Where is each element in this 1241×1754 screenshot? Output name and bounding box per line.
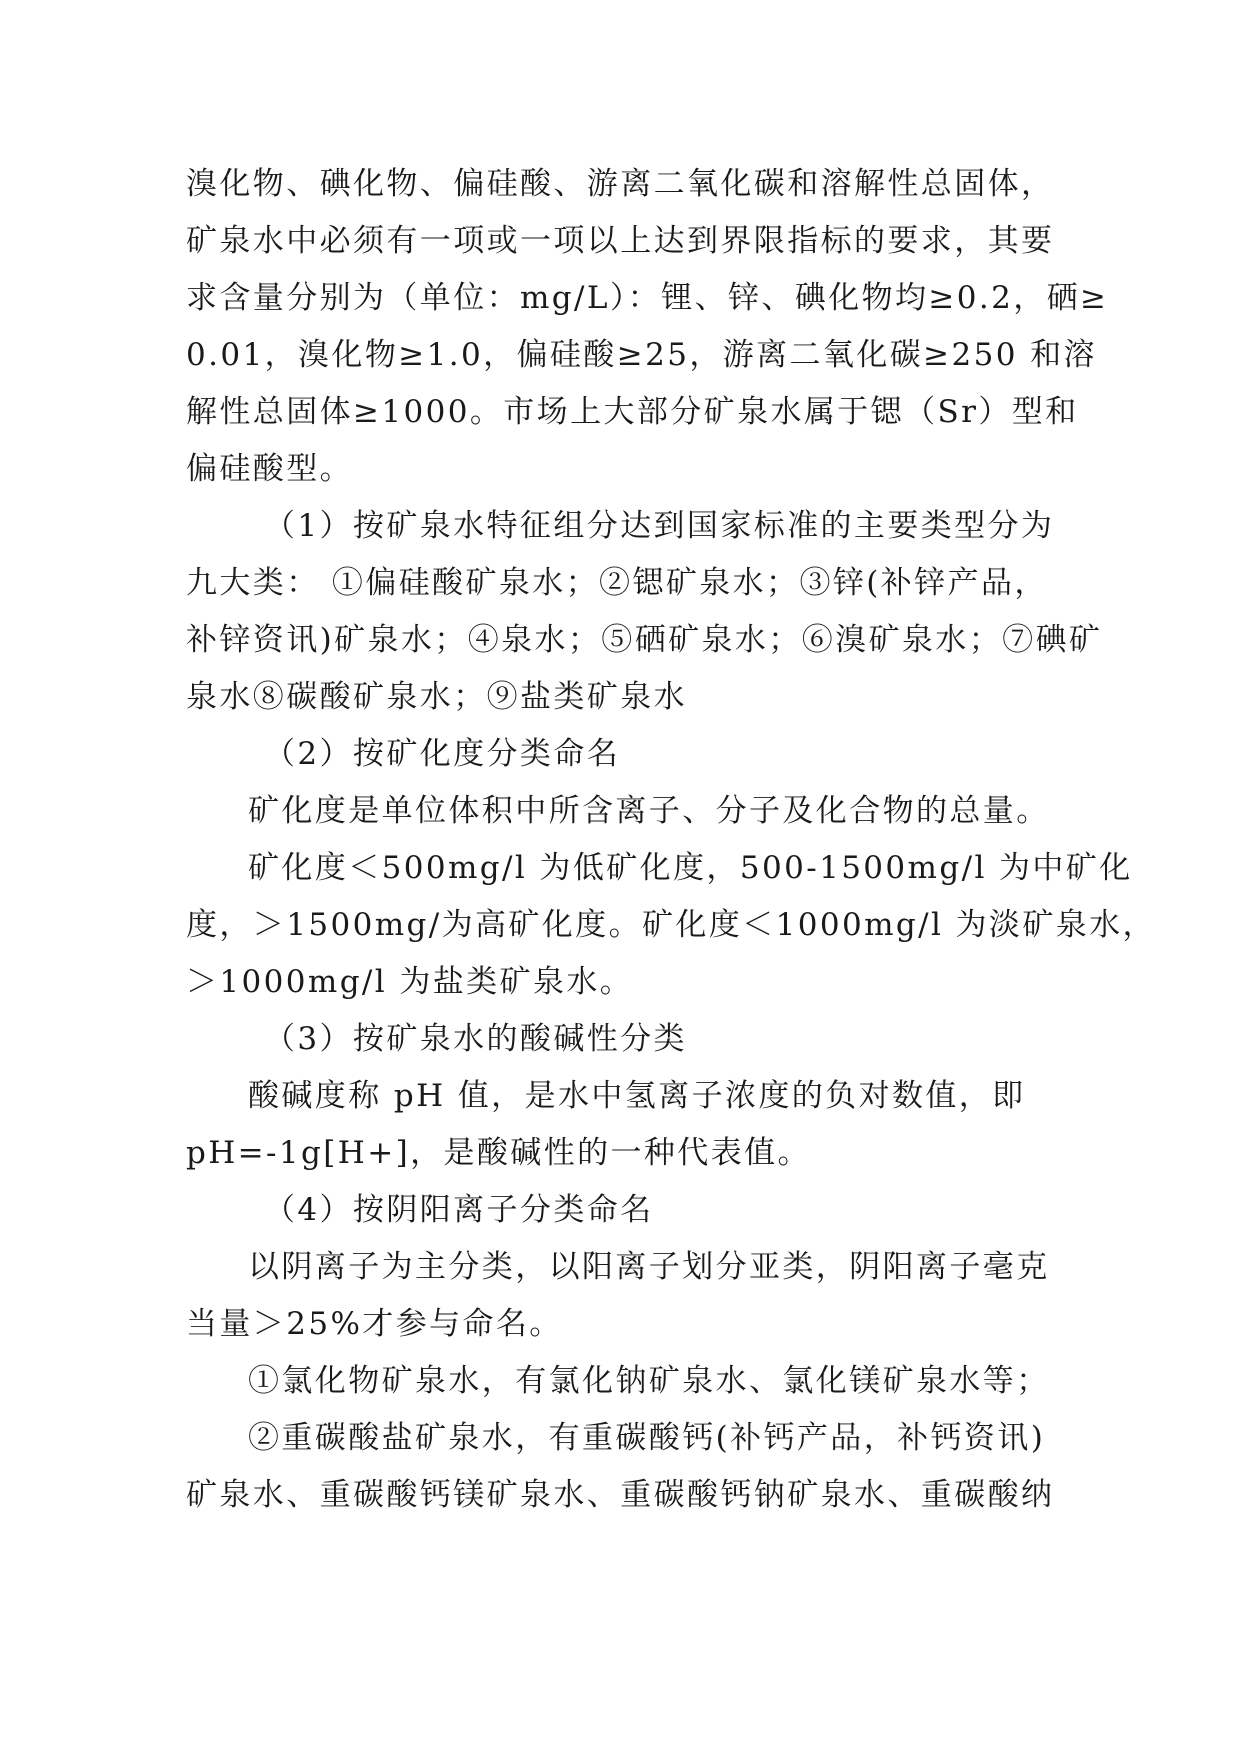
- body-text-line: 当量＞25%才参与命名。: [186, 1306, 563, 1342]
- body-text-line: 度，＞1500mg/为高矿化度。矿化度＜1000mg/l 为淡矿泉水，: [186, 907, 1156, 943]
- section-heading-3: （3）按矿泉水的酸碱性分类: [264, 1021, 687, 1057]
- body-text-line: 解性总固体≥1000。市场上大部分矿泉水属于锶（Sr）型和: [186, 394, 1079, 430]
- body-text-line: 偏硅酸型。: [186, 451, 353, 487]
- body-text-line: 补锌资讯)矿泉水；④泉水；⑤硒矿泉水；⑥溴矿泉水；⑦碘矿: [186, 622, 1103, 658]
- section-heading-2: （2）按矿化度分类命名: [264, 736, 621, 772]
- document-page: [186, 156, 1156, 1524]
- body-text-line: 0.01，溴化物≥1.0，偏硅酸≥25，游离二氧化碳≥250 和溶: [186, 337, 1097, 373]
- list-item: ①氯化物矿泉水，有氯化钠矿泉水、氯化镁矿泉水等；: [248, 1363, 1050, 1399]
- body-text-line: 矿泉水、重碳酸钙镁矿泉水、重碳酸钙钠矿泉水、重碳酸纳: [186, 1477, 1055, 1513]
- body-text-line: 求含量分别为（单位：mg/L）：锂、锌、碘化物均≥0.2，硒≥: [186, 280, 1109, 316]
- body-text-line: ＞1000mg/l 为盐类矿泉水。: [186, 964, 634, 1000]
- paragraph-line: 以阴离子为主分类，以阳离子划分亚类，阴阳离子毫克: [248, 1249, 1050, 1285]
- section-heading-1: （1）按矿泉水特征组分达到国家标准的主要类型分为: [264, 508, 1055, 544]
- body-text-line: 泉水⑧碳酸矿泉水；⑨盐类矿泉水: [186, 679, 687, 715]
- paragraph-line: 矿化度是单位体积中所含离子、分子及化合物的总量。: [248, 793, 1050, 829]
- paragraph-line: 酸碱度称 pH 值，是水中氢离子浓度的负对数值，即: [248, 1078, 1026, 1114]
- body-text-line: 矿泉水中必须有一项或一项以上达到界限指标的要求，其要: [186, 223, 1055, 259]
- body-text-line: 九大类： ①偏硅酸矿泉水；②锶矿泉水；③锌(补锌产品，: [186, 565, 1048, 601]
- body-text-line: pH=-1g[H+]，是酸碱性的一种代表值。: [186, 1135, 811, 1171]
- body-text-line: 溴化物、碘化物、偏硅酸、游离二氧化碳和溶解性总固体，: [186, 166, 1055, 202]
- list-item: ②重碳酸盐矿泉水，有重碳酸钙(补钙产品，补钙资讯): [248, 1420, 1046, 1456]
- section-heading-4: （4）按阴阳离子分类命名: [264, 1192, 654, 1228]
- paragraph-line: 矿化度＜500mg/l 为低矿化度，500-1500mg/l 为中矿化: [248, 850, 1133, 886]
